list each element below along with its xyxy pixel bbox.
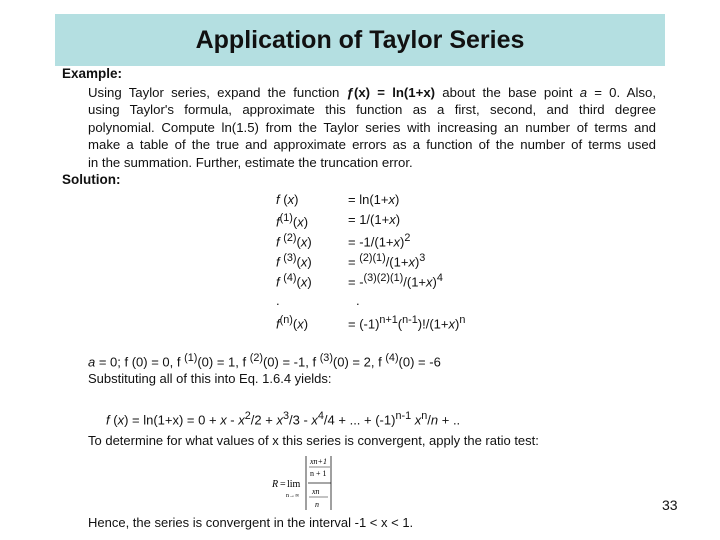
example-label: Example:	[62, 66, 123, 81]
ratio-lim: lim	[287, 479, 301, 490]
derivative-lhs: f $^{(2)}$(x)	[276, 232, 312, 250]
example-line: make a table of the true and approximate errors as a function of the number of terms used	[88, 137, 656, 153]
derivative-lhs: $f^{(n)}(x)$	[276, 314, 309, 332]
ratio-num-top: xn+1	[310, 457, 327, 466]
example-line: Using Taylor series, expand the function ƒ(x) = ln(1+x) about the base point a = 0. Also,	[88, 85, 656, 100]
conclusion-line: Hence, the series is convergent in the interval -1 < x < 1.	[88, 515, 414, 530]
solution-label: Solution:	[62, 172, 121, 187]
example-paragraph	[88, 84, 656, 171]
derivative-lhs: .	[276, 293, 280, 308]
ratio-den-top: xn	[312, 487, 320, 496]
derivative-rhs: = 1/(1+x)	[348, 212, 401, 227]
derivative-rhs: = $^{(2)(1)}/(1+x)^3$	[348, 252, 426, 270]
derivative-rhs: .	[356, 293, 360, 308]
ratio-R: R	[272, 479, 279, 490]
initial-values-line: a = 0; f (0) = 0, f $^{(1)}$(0) = 1, f $^{(2)}$(0) = -1, f $^{(3)}$(0) = 2, f $^{(4)}$(0) = -6	[88, 352, 441, 370]
example-line: in the summation. Further, estimate the truncation error.	[88, 154, 413, 170]
example-line: polynomial. Compute ln(1.5) from the Taylor series with increasing an number of terms and	[88, 119, 656, 135]
derivative-lhs: $f^{(1)}(x)$	[276, 212, 309, 230]
ratio-lim-sub: n→∞	[286, 493, 300, 499]
substituting-line: Substituting all of this into Eq. 1.6.4 yields:	[88, 371, 332, 386]
series-expansion: f $(x) = \ln(1+x) = 0 + x - x^2/2 + x^3/3 - x^4/4$ + ... + $(-1)^{n-1}$ $x^n/n$ + ..	[106, 410, 461, 428]
slide-number: 33	[662, 497, 678, 513]
ratio-test-line: To determine for what values of x this series is convergent, apply the ratio test:	[88, 433, 539, 448]
derivative-rhs: = $-1/(1+x)^2$	[348, 232, 411, 250]
ratio-eq: =	[280, 479, 286, 490]
derivative-lhs: f (x)	[276, 192, 299, 207]
title-bar	[55, 14, 665, 66]
derivative-rhs: = $-^{(3)(2)(1)}/(1+x)^4$	[348, 272, 443, 290]
ratio-num-bot: n + 1	[310, 469, 327, 478]
example-line: using Taylor's formula, approximate this function as a first, second, and third degree	[88, 102, 656, 118]
derivative-rhs: = ln(1+x)	[348, 192, 400, 207]
slide-title: Application of Taylor Series	[195, 26, 525, 54]
ratio-den-bot: n	[315, 500, 319, 509]
derivative-lhs: f $^{(4)}$(x)	[276, 272, 312, 290]
derivative-lhs: f $^{(3)}$(x)	[276, 252, 312, 270]
ratio-test-formula	[270, 452, 332, 514]
derivative-rhs: = $(-1)^{n+1}(^{n-1})!/(1+x)^n$	[348, 314, 466, 332]
